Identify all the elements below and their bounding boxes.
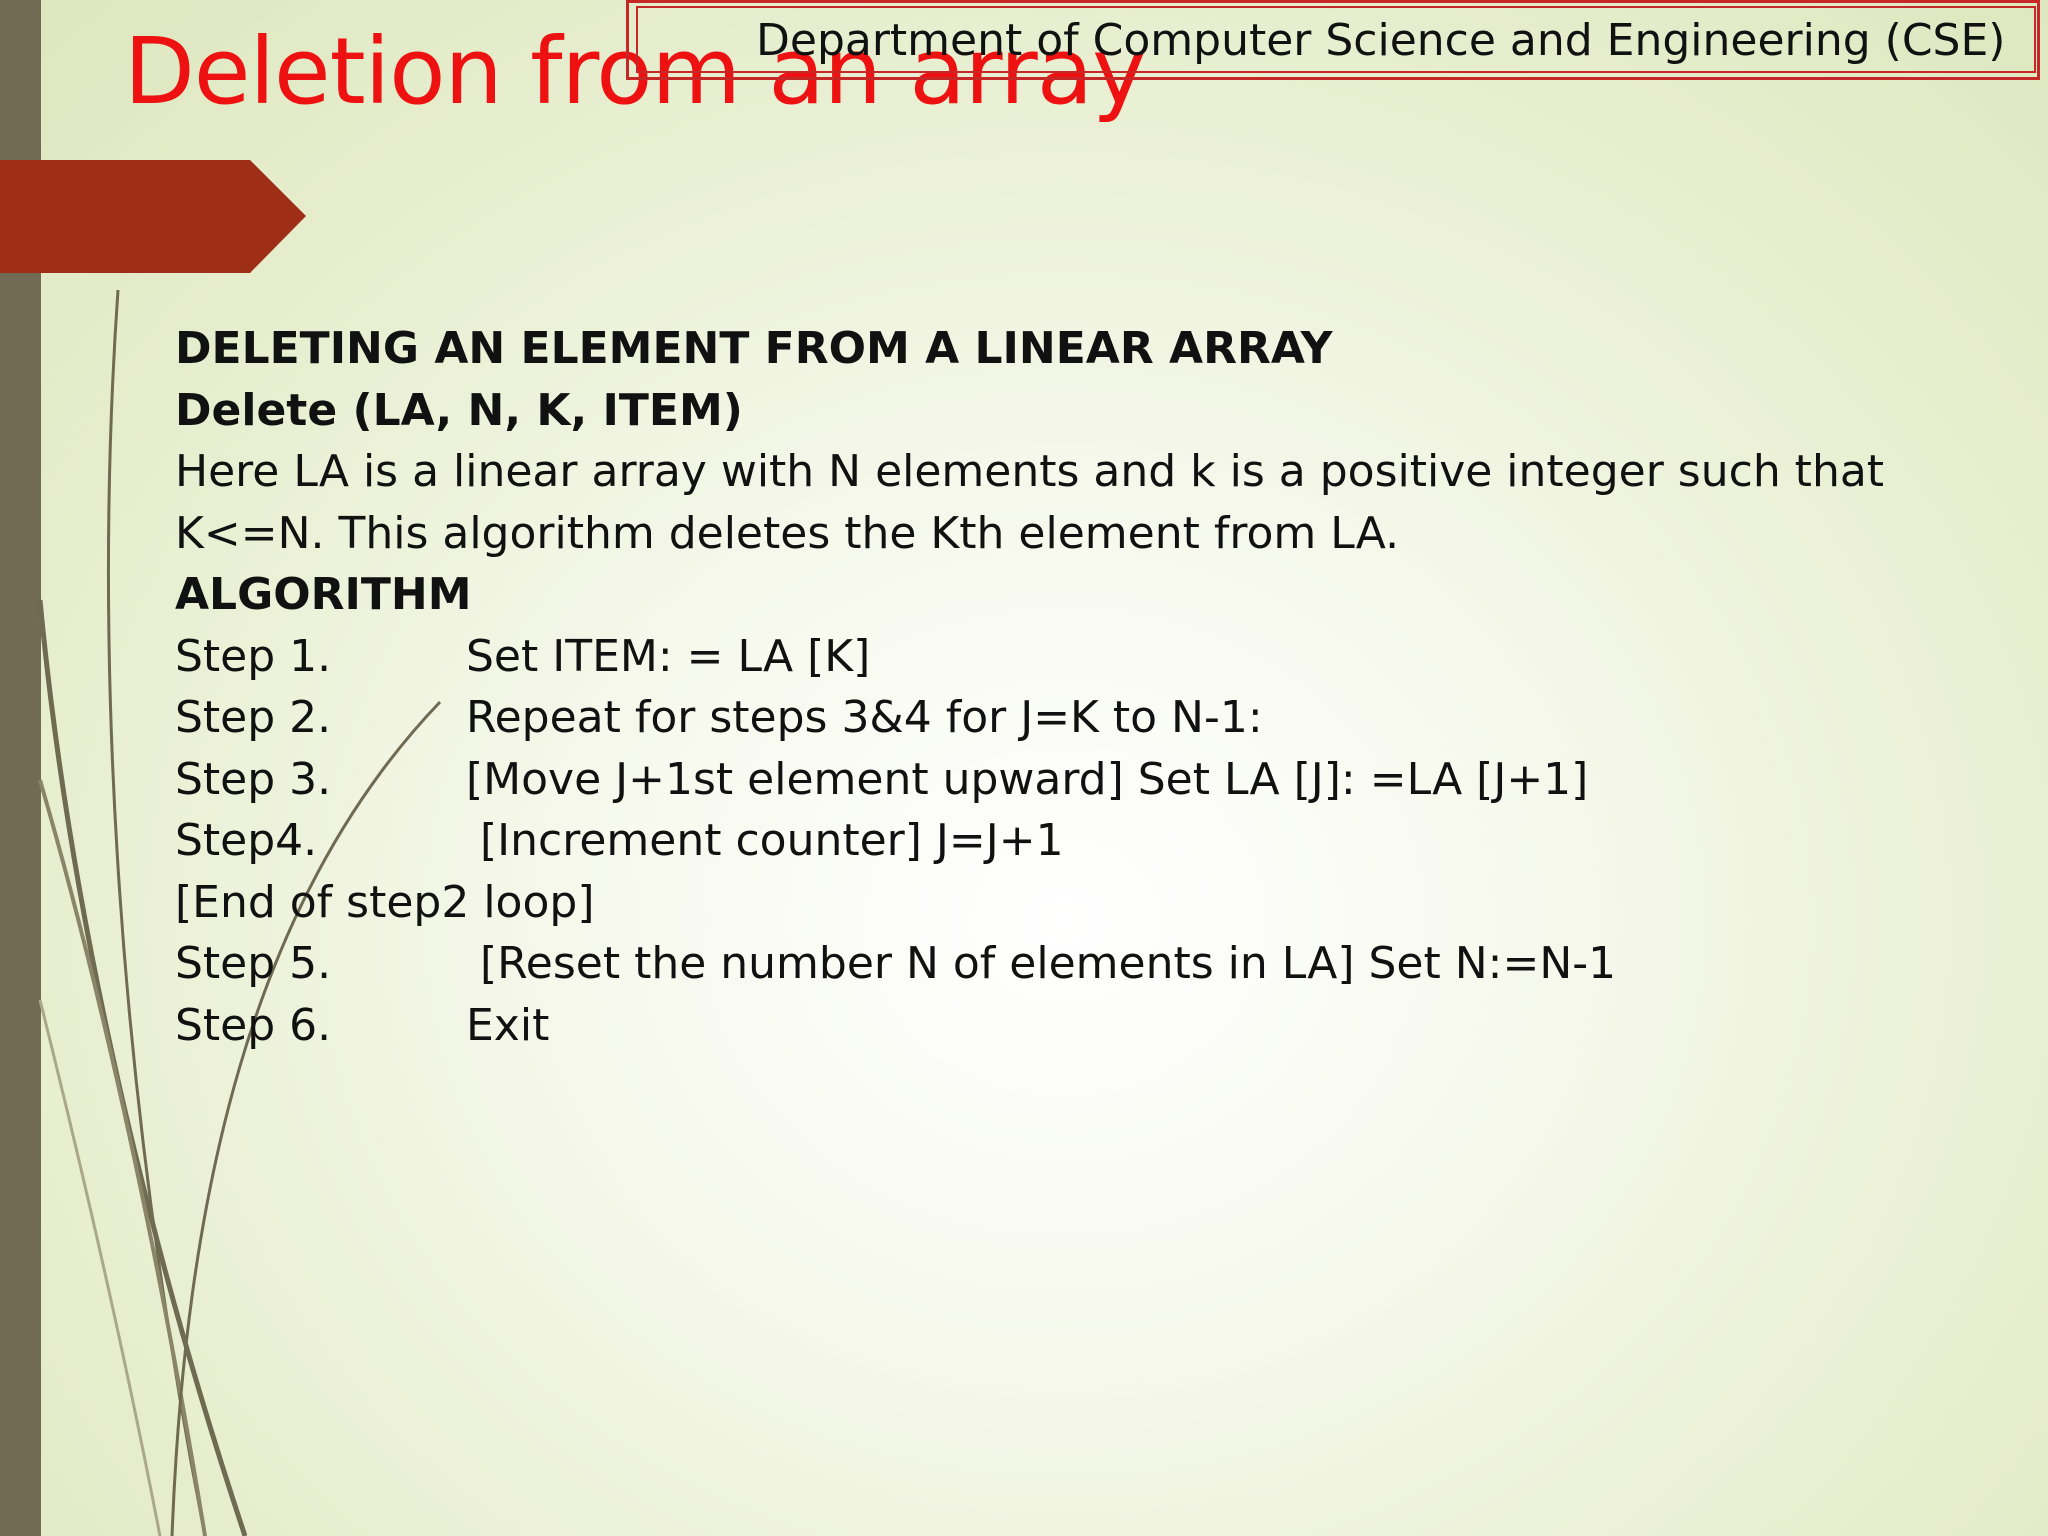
accent-arrow-tab <box>0 160 306 273</box>
step-label: Step4. <box>175 815 318 866</box>
slide-content <box>175 318 2015 1056</box>
step-text: [Move J+1st element upward] Set LA [J]: =LA [J+1] <box>466 753 1589 805</box>
step-text: Set ITEM: = LA [K] <box>466 630 871 682</box>
step-text: Repeat for steps 3&4 for J=K to N-1: <box>466 692 1263 743</box>
description-line-1: Here LA is a linear array with N elements and k is a positive integer such that <box>175 446 1885 497</box>
step-label: Step 3. <box>175 753 332 805</box>
algorithm-step <box>175 995 2015 1057</box>
algorithm-step <box>175 933 2015 995</box>
step-text: [Increment counter] J=J+1 <box>480 815 1064 866</box>
algorithm-step <box>175 810 2015 872</box>
step-text: [Reset the number N of elements in LA] Set N:=N-1 <box>480 938 1617 989</box>
step-label: Step 5. <box>175 938 332 989</box>
loop-end-marker: [End of step2 loop] <box>175 876 595 928</box>
slide-title: Deletion from an array <box>124 18 1146 125</box>
department-label: Department of Computer Science and Engineering (CSE) <box>756 15 2006 66</box>
step-text: Exit <box>466 999 550 1051</box>
algorithm-step <box>175 749 2015 811</box>
decor-curve-5 <box>40 1000 160 1536</box>
procedure-signature: Delete (LA, N, K, ITEM) <box>175 384 743 436</box>
step-label: Step 1. <box>175 630 332 682</box>
algorithm-step <box>175 626 2015 688</box>
section-heading: DELETING AN ELEMENT FROM A LINEAR ARRAY <box>175 323 1333 374</box>
step-label: Step 6. <box>175 999 332 1051</box>
step-label: Step 2. <box>175 692 332 743</box>
algorithm-label: ALGORITHM <box>175 569 472 620</box>
algorithm-step <box>175 687 2015 749</box>
description-line-2: K<=N. This algorithm deletes the Kth element from LA. <box>175 507 1400 559</box>
